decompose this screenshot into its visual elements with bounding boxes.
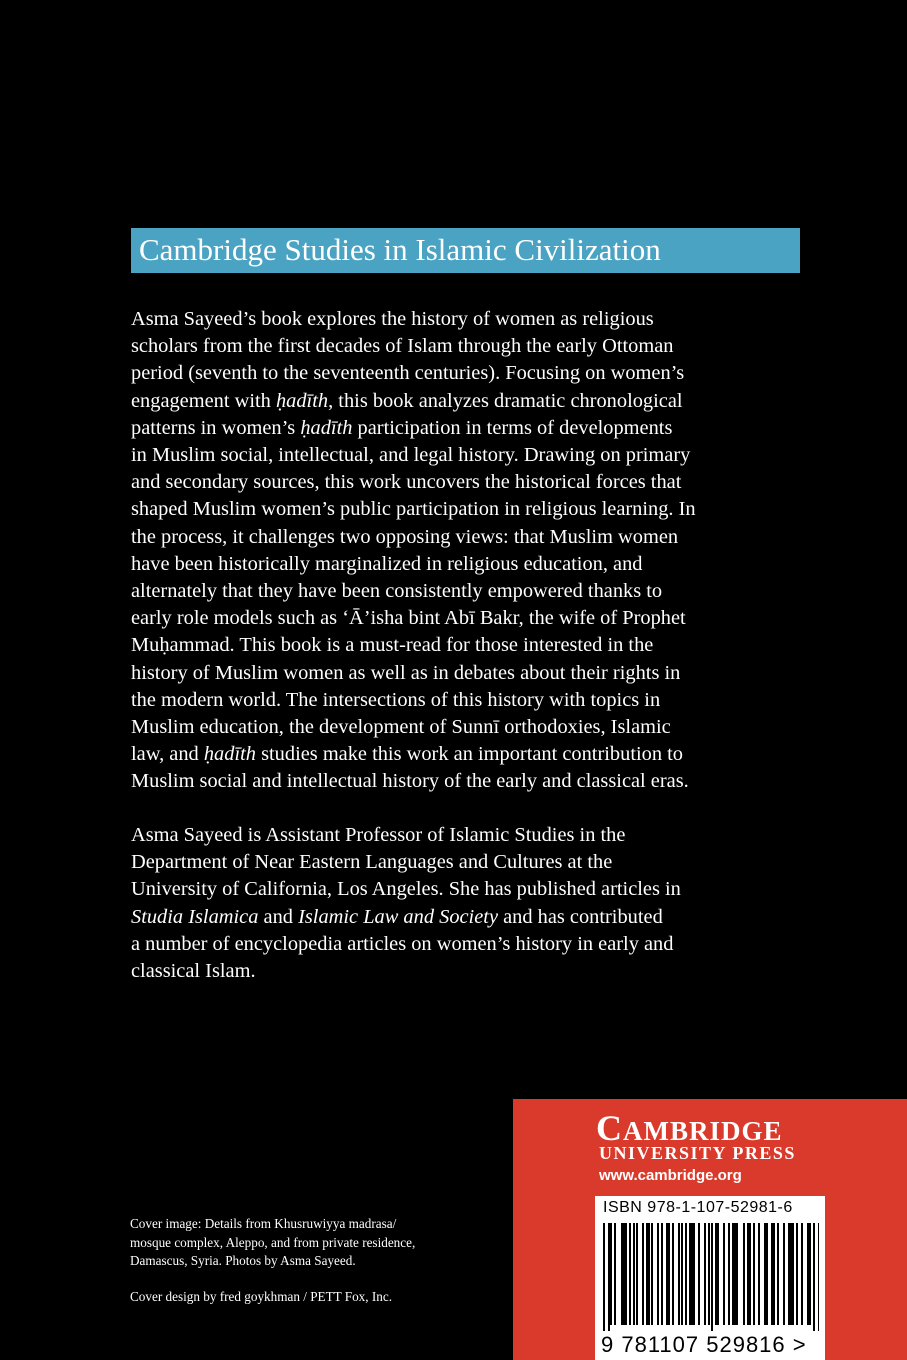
publisher-press-label: UNIVERSITY PRESS	[599, 1143, 796, 1163]
text-line	[130, 1234, 475, 1253]
series-title-banner	[131, 228, 800, 273]
text-segment: patterns in women’s	[131, 416, 301, 439]
text-segment: period (seventh to the seventeenth centuries). Focusing on women’s	[131, 362, 685, 385]
text-segment: Damascus, Syria. Photos by Asma Sayeed.	[130, 1253, 356, 1268]
text-line	[131, 442, 771, 469]
text-segment: shaped Muslim women’s public participation in religious learning. In	[131, 498, 696, 521]
text-line	[130, 1252, 475, 1271]
text-segment: the modern world. The intersections of this history with topics in	[131, 688, 661, 711]
text-line	[131, 524, 771, 551]
text-segment: a number of encyclopedia articles on women’s history in early and	[131, 932, 674, 955]
text-segment: Asma Sayeed is Assistant Professor of Islamic Studies in the	[131, 824, 626, 846]
text-segment: engagement with	[131, 389, 276, 412]
text-line	[131, 768, 771, 795]
text-line	[131, 687, 771, 714]
text-segment: Muḥammad. This book is a must-read for those interested in the	[131, 634, 654, 657]
book-blurb	[131, 306, 771, 796]
italic-text: Islamic Law and Society	[298, 905, 498, 928]
text-segment: and has contributed	[498, 905, 663, 928]
cover-design-credit	[130, 1288, 475, 1307]
text-segment: classical Islam.	[131, 960, 256, 983]
design-credit-text: Cover design by fred goykhman / PETT Fox, Inc.	[130, 1289, 393, 1304]
text-segment: history of Muslim women as well as in debates about their rights in	[131, 661, 681, 684]
text-segment: Cover image: Details from Khusruwiyya madrasa/	[130, 1216, 397, 1231]
text-segment: University of California, Los Angeles. She has published articles in	[131, 878, 681, 901]
text-line	[131, 306, 771, 333]
barcode-digits: 9 781107 529816 >	[601, 1332, 807, 1357]
italic-text: ḥadīth	[203, 743, 256, 766]
text-line	[131, 660, 771, 687]
text-line	[131, 605, 771, 632]
text-segment: early role models such as ‘Ā’isha bint Abī Bakr, the wife of Prophet	[131, 607, 686, 630]
text-line	[131, 822, 771, 849]
text-line	[131, 958, 771, 985]
text-line	[131, 469, 771, 496]
publisher-panel	[513, 1099, 907, 1360]
text-segment: Muslim education, the development of Sunnī orthodoxies, Islamic	[131, 716, 671, 739]
text-line	[131, 551, 771, 578]
text-line	[131, 741, 771, 768]
publisher-name-rest: AMBRIDGE	[623, 1116, 783, 1146]
italic-text: Studia Islamica	[131, 905, 259, 928]
italic-text: ḥadīth	[275, 389, 329, 412]
italic-text: ḥadīth	[300, 416, 353, 439]
text-line	[131, 360, 771, 387]
publisher-url: www.cambridge.org	[599, 1167, 742, 1184]
text-line	[131, 496, 771, 523]
isbn-label: ISBN 978-1-107-52981-6	[603, 1199, 793, 1216]
text-line	[131, 415, 771, 442]
text-line	[130, 1215, 475, 1234]
text-segment: , this book analyzes dramatic chronological	[328, 389, 683, 412]
publisher-name-initial: C	[596, 1108, 623, 1148]
text-line	[131, 931, 771, 958]
text-line	[131, 849, 771, 876]
isbn-barcode-block	[595, 1196, 825, 1360]
cover-image-credit	[130, 1215, 475, 1271]
text-segment: studies make this work an important contribution to	[255, 743, 683, 766]
text-line	[131, 714, 771, 741]
author-bio	[131, 822, 771, 985]
text-segment: law, and	[131, 743, 204, 766]
text-segment: and	[258, 905, 299, 928]
text-segment: in Muslim social, intellectual, and legal history. Drawing on primary	[131, 444, 691, 467]
text-segment: participation in terms of developments	[352, 416, 673, 439]
text-line	[131, 876, 771, 903]
text-segment: scholars from the first decades of Islam through the early Ottoman	[131, 335, 674, 358]
text-segment: the process, it challenges two opposing views: that Muslim women	[131, 525, 679, 548]
text-line	[131, 632, 771, 659]
barcode-icon	[601, 1223, 819, 1331]
text-line	[131, 333, 771, 360]
text-segment: mosque complex, Aleppo, and from private residence,	[130, 1234, 416, 1250]
series-title: Cambridge Studies in Islamic Civilization	[139, 232, 661, 267]
text-segment: have been historically marginalized in religious education, and	[131, 552, 643, 575]
text-segment: Asma Sayeed’s book explores the history of women as religious	[131, 308, 654, 330]
text-line	[131, 388, 771, 415]
text-segment: and secondary sources, this work uncovers the historical forces that	[131, 471, 682, 494]
text-segment: Department of Near Eastern Languages and Cultures at the	[131, 851, 613, 874]
text-line	[131, 904, 771, 931]
text-segment: Muslim social and intellectual history of the early and classical eras.	[131, 770, 689, 793]
text-line	[131, 578, 771, 605]
text-segment: alternately that they have been consistently empowered thanks to	[131, 580, 663, 603]
